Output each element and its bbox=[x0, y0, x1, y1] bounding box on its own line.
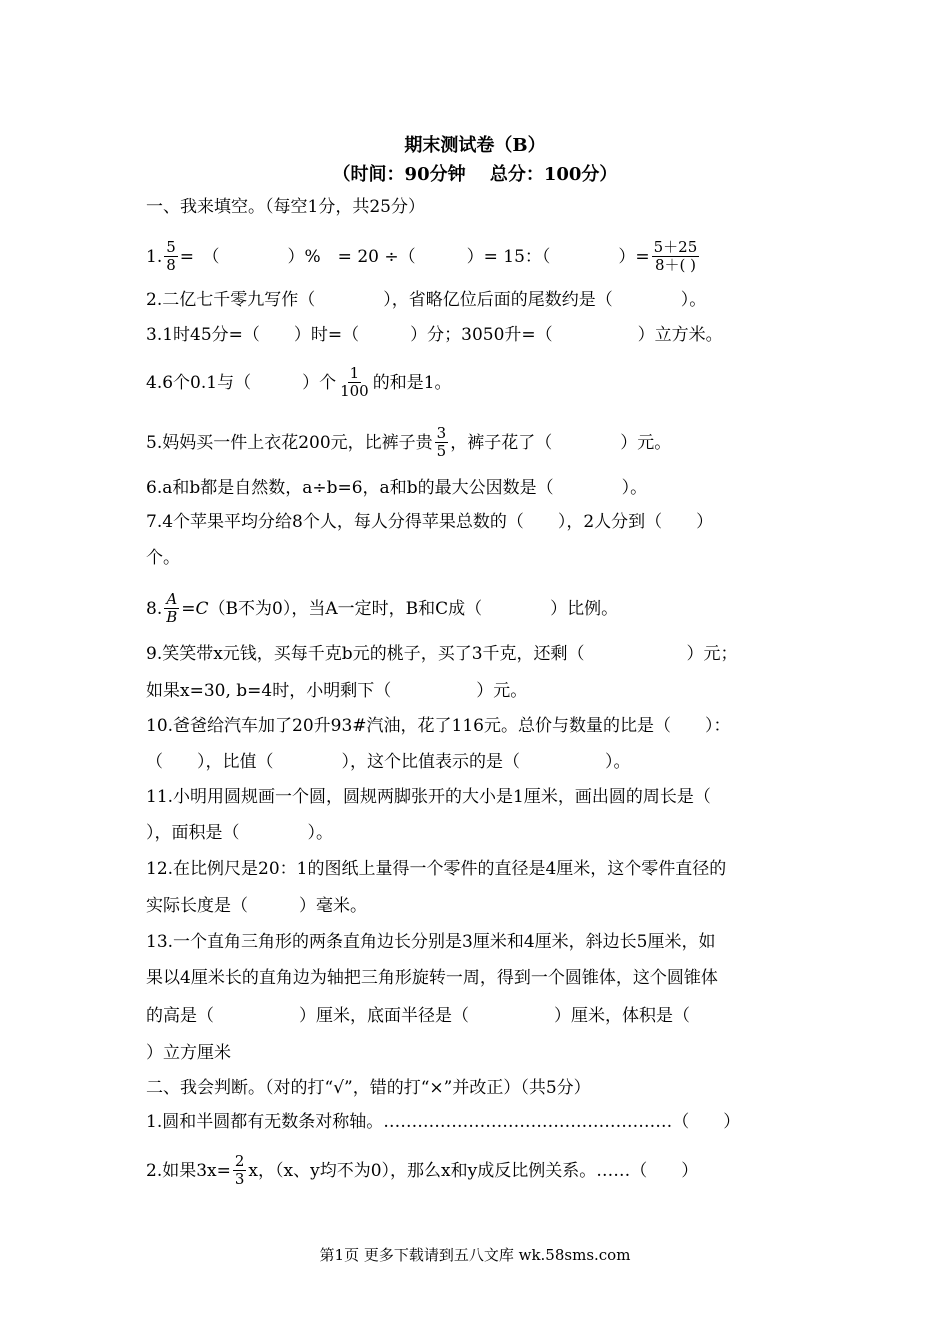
judge-2 bbox=[146, 1154, 698, 1189]
j2-fraction bbox=[233, 1153, 247, 1188]
q1-frac2-den: 8＋( ) bbox=[654, 256, 696, 274]
j2-frac-den: 3 bbox=[234, 1170, 245, 1188]
question-13-line-4: ）立方厘米 bbox=[146, 1043, 231, 1063]
question-13-line-2: 果以4厘米长的直角边为轴把三角形旋转一周，得到一个圆锥体，这个圆锥体 bbox=[146, 968, 718, 988]
q1-text: = （ ）% = 20 ÷（ ）= 15：（ ）= bbox=[179, 247, 650, 267]
question-12-line-1: 12.在比例尺是20：1的图纸上量得一个零件的直径是4厘米，这个零件直径的 bbox=[146, 859, 727, 879]
question-12-line-2: 实际长度是（ ）毫米。 bbox=[146, 896, 367, 916]
page-title: 期末测试卷（B） bbox=[404, 135, 546, 156]
question-8 bbox=[146, 592, 618, 627]
section1-heading: 一、我来填空。（每空1分，共25分） bbox=[146, 197, 425, 217]
question-13-line-3: 的高是（ ）厘米，底面半径是（ ）厘米，体积是（ bbox=[146, 1006, 690, 1026]
q8-eq: =C bbox=[181, 599, 209, 619]
q1-fraction bbox=[164, 239, 178, 274]
question-9-line-2: 如果x=30, b=4时，小明剩下（ ）元。 bbox=[146, 681, 528, 701]
judge-1: 1.圆和半圆都有无数条对称轴。……………………………………………（ ） bbox=[146, 1112, 741, 1132]
question-13-line-1: 13.一个直角三角形的两条直角边长分别是3厘米和4厘米，斜边长5厘米，如 bbox=[146, 932, 716, 952]
q4-frac-num: 1 bbox=[349, 364, 360, 382]
section2-heading: 二、我会判断。（对的打“√”，错的打“×”并改正）（共5分） bbox=[146, 1078, 591, 1098]
q4-before: 4.6个0.1与（ ）个 bbox=[146, 373, 337, 393]
q4-fraction bbox=[338, 365, 371, 400]
question-5 bbox=[146, 426, 671, 461]
question-7-line-2: 个。 bbox=[146, 548, 180, 568]
q8-frac-den: B bbox=[166, 608, 178, 626]
question-11-line-1: 11.小明用圆规画一个圆，圆规两脚张开的大小是1厘米，画出圆的周长是（ bbox=[146, 787, 711, 807]
q1-frac-num: 5 bbox=[166, 238, 176, 256]
question-9-line-1: 9.笑笑带x元钱，买每千克b元的桃子，买了3千克，还剩（ ）元； bbox=[146, 644, 738, 664]
q4-after: 的和是1。 bbox=[372, 373, 452, 393]
q8-frac-num: A bbox=[166, 590, 178, 608]
q5-frac-num: 3 bbox=[436, 424, 447, 442]
j2-before: 2.如果3x= bbox=[146, 1161, 231, 1181]
q5-frac-den: 5 bbox=[436, 442, 447, 460]
question-10-line-1: 10.爸爸给汽车加了20升93#汽油，花了116元。总价与数量的比是（ ）： bbox=[146, 716, 731, 736]
q8-after: （B不为0），当A一定时，B和C成（ ）比例。 bbox=[208, 599, 619, 619]
question-1 bbox=[146, 240, 701, 275]
q1-frac-den: 8 bbox=[166, 256, 176, 274]
q5-before: 5.妈妈买一件上衣花200元，比裤子贵 bbox=[146, 433, 433, 453]
q1-frac2-num: 5＋25 bbox=[653, 238, 698, 256]
q1-prefix: 1. bbox=[146, 247, 163, 267]
q4-frac-den: 100 bbox=[340, 382, 369, 400]
q8-fraction bbox=[164, 591, 179, 626]
q1-fraction-2 bbox=[652, 239, 700, 274]
q8-prefix: 8. bbox=[146, 599, 163, 619]
question-10-line-2: （ ），比值（ ），这个比值表示的是（ ）。 bbox=[146, 752, 631, 772]
page-subtitle: （时间：90分钟 总分：100分） bbox=[332, 164, 618, 185]
page-footer: 第1页 更多下载请到五八文库 wk.58sms.com bbox=[319, 1246, 631, 1264]
question-3: 3.1时45分=（ ）时=（ ）分；3050升=（ ）立方米。 bbox=[146, 325, 723, 345]
q5-fraction bbox=[435, 425, 449, 460]
j2-after: x，（x、y均不为0），那么x和y成反比例关系。……（ ） bbox=[248, 1161, 699, 1181]
question-2: 2.二亿七千零九写作（ ），省略亿位后面的尾数约是（ ）。 bbox=[146, 290, 707, 310]
question-4 bbox=[146, 366, 452, 401]
question-11-line-2: ），面积是（ ）。 bbox=[146, 823, 333, 843]
q5-after: ，裤子花了（ ）元。 bbox=[450, 433, 672, 453]
question-7-line-1: 7.4个苹果平均分给8个人，每人分得苹果总数的（ ），2人分到（ ） bbox=[146, 512, 714, 532]
j2-frac-num: 2 bbox=[234, 1152, 245, 1170]
question-6: 6.a和b都是自然数，a÷b=6，a和b的最大公因数是（ ）。 bbox=[146, 478, 648, 498]
